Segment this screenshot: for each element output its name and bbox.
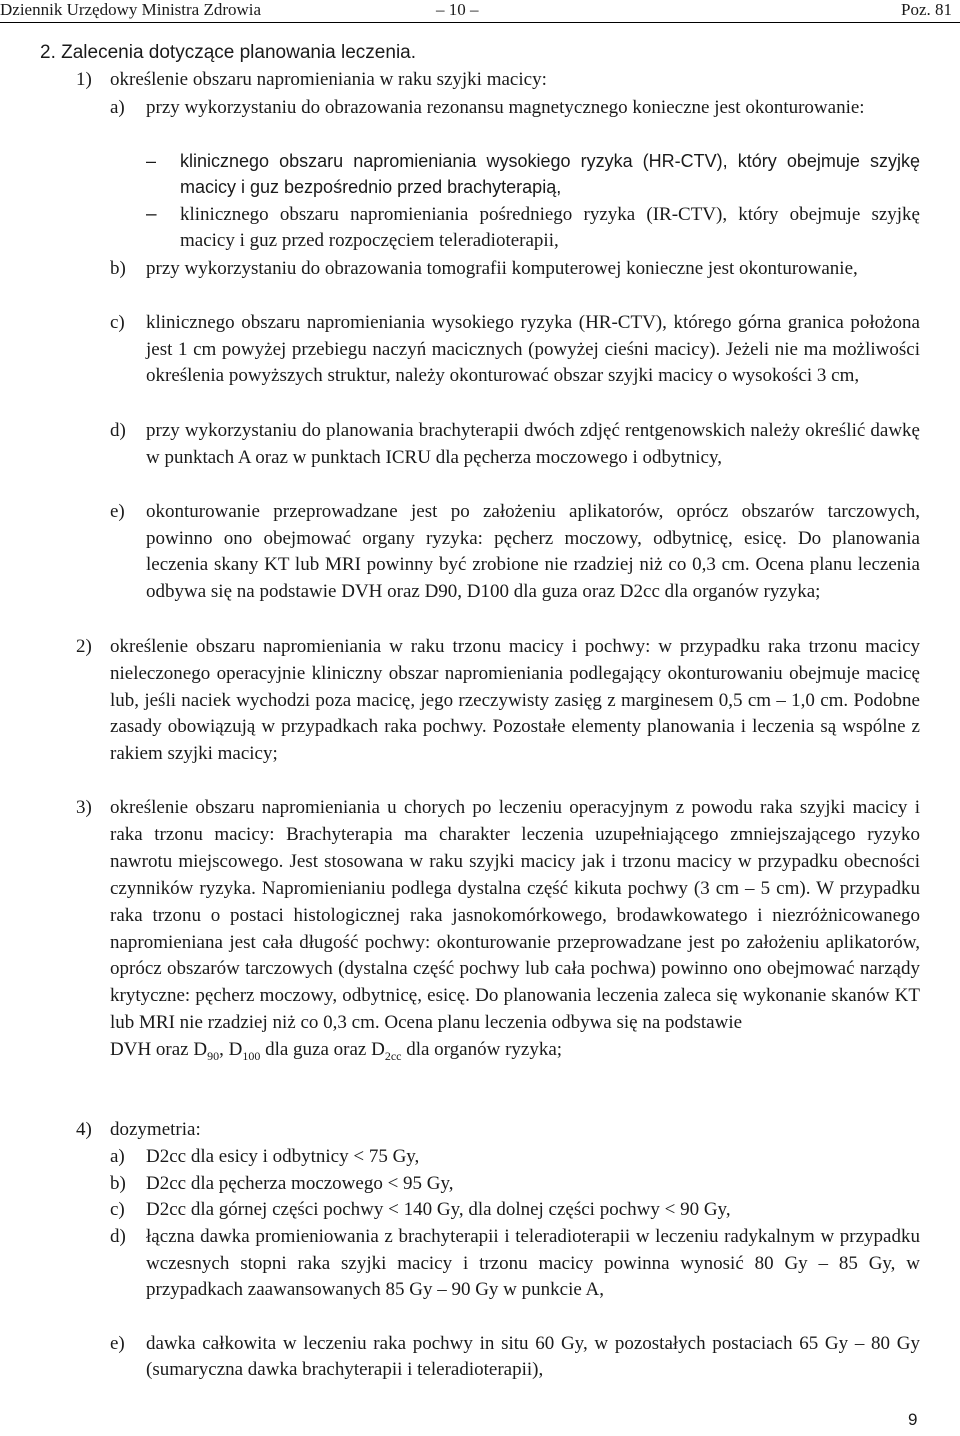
subscript-2cc: 2cc	[384, 1048, 402, 1063]
item-label: d)	[110, 1226, 126, 1247]
item-text: klinicznego obszaru napromieniania wysokiego ryzyka (HR-CTV), którego górna granica położona jest 1 cm powyżej przebiegu naczyń macicznych (powyżej cieśni macicy). Jeżeli nie ma możliwości określenia powyższych struktur, należy okonturować obszar szyjki macicy o wysokości 3 cm,	[146, 312, 920, 386]
item-label: d)	[110, 420, 126, 441]
item-text: łączna dawka promieniowania z brachyterapii i teleradioterapii w leczeniu radykalnym w przypadku wczesnych stopni raka szyjki macicy i trzonu macicy powinna wynosić 80 Gy – 85 Gy, w przypadkach zaawansowanych 85 Gy – 90 Gy w punkcie A,	[146, 1226, 920, 1300]
item-number: 2)	[76, 636, 92, 657]
dvh-text-a: DVH oraz D	[110, 1039, 208, 1061]
item-4c	[110, 1197, 920, 1223]
item-text: przy wykorzystaniu do planowania brachyterapii dwóch zdjęć rentgenowskich należy określić dawkę w punktach A oraz w punktach ICRU dla pęcherza moczowego i odbytnicy,	[146, 420, 920, 468]
item-text: dawka całkowita w leczeniu raka pochwy in situ 60 Gy, w pozostałych postaciach 65 Gy – 80 Gy (sumaryczna dawka brachyterapii i teleradioterapii),	[146, 1333, 920, 1380]
item-number: 4)	[76, 1119, 92, 1140]
item-text: D2cc dla pęcherza moczowego < 95 Gy,	[146, 1173, 454, 1194]
dash-marker: –	[146, 204, 157, 225]
dvh-text-c: dla guza oraz D	[260, 1039, 385, 1061]
item-4a	[110, 1144, 920, 1170]
item-label: c)	[110, 312, 125, 333]
item-number: 3)	[76, 797, 92, 818]
dvh-text-b: , D	[219, 1039, 243, 1061]
item-text	[110, 795, 920, 1070]
item-text: klinicznego obszaru napromieniania pośredniego ryzyka (IR-CTV), który obejmuje szyjkę macicy i guz przed rozpoczęciem teleradioterapii,	[180, 204, 920, 251]
item-text: określenie obszaru napromieniania w raku trzonu macicy i pochwy: w przypadku raka trzonu macicy nieleczonego operacyjnie kliniczny obszar napromieniania podlegający okonturowaniu obejmuje macicę lub, jeśli naciek wychodzi poza macicę, jego rzeczywisty zasięg z marginesem 0,5 cm – 1,0 cm. Podobne zasady obowiązują w przypadkach raka pochwy. Pozostałe elementy planowania i leczenia są wspólne z rakiem szyjki macicy;	[110, 636, 920, 765]
item-text: przy wykorzystaniu do obrazowania tomografii komputerowej konieczne jest okonturowanie,	[146, 258, 858, 279]
subscript-100: 100	[242, 1048, 261, 1063]
page-number: 9	[908, 1410, 918, 1429]
item-text: przy wykorzystaniu do obrazowania rezonansu magnetycznego konieczne jest okonturowanie:	[146, 97, 865, 118]
journal-title: Dziennik Urzędowy Ministra Zdrowia	[0, 0, 262, 19]
page-marker: – 10 –	[436, 0, 479, 19]
page-header	[0, 0, 960, 23]
item-label: c)	[110, 1199, 125, 1220]
item-4d	[110, 1224, 920, 1304]
item-text: klinicznego obszaru napromieniania wysokiego ryzyka (HR-CTV), który obejmuje szyjkę macicy i guz bezpośrednio przed brachyterapią,	[180, 151, 920, 197]
item-text: określenie obszaru napromieniania w raku szyjki macicy:	[110, 69, 547, 90]
item-4b	[110, 1171, 920, 1197]
item-1c	[110, 310, 920, 390]
item-4e	[110, 1331, 920, 1383]
position-number: Poz. 81	[901, 0, 952, 19]
item-4-intro	[76, 1117, 920, 1143]
item-label: a)	[110, 1146, 125, 1167]
dvh-text-d: dla organów ryzyka;	[401, 1039, 563, 1061]
item-1e	[110, 499, 920, 605]
item-1a	[110, 95, 920, 121]
item-text: okonturowanie przeprowadzane jest po założeniu aplikatorów, oprócz obszarów tarczowych, powinno ono obejmować organy ryzyka: pęcherz moczowy, odbytnicę, esicę. Do planowania leczenia skany KT lub MRI powinny być zrobione nie rzadziej niż co 0,3 cm. Ocena planu leczenia odbywa się na podstawie DVH oraz D90, D100 dla guza oraz D2cc dla organów ryzyka;	[146, 501, 920, 602]
item-1d	[110, 418, 920, 471]
item-1b	[110, 256, 920, 282]
item-2	[76, 634, 920, 768]
item-text-body: określenie obszaru napromieniania u chorych po leczeniu operacyjnym z powodu raka szyjki macicy i raka trzonu macicy: Brachyterapia ma charakter leczenia uzupełniającego zmniejszającego ryzyko nawrotu miejscowego. Jest stosowana w raku szyjki macicy jak i trzonu macicy w przypadku obecności czynników ryzyka. Napromienianiu podlega dystalna część kikuta pochwy (3 cm – 5 cm). W przypadku raka trzonu o postaci histologicznej raka jasnokomórkowego, brodawkowatego i niezróżnicowanego napromieniana jest cała długość pochwy: okonturowanie przeprowadzane jest po założeniu aplikatorów, oprócz obszarów tarczowych (dystalna część pochwy lub cała pochwa) powinno ono obejmować narządy krytyczne: pęcherz moczowy, odbytnicę, esicę. Do planowania leczenia zaleca się wykonanie skanów KT lub MRI nie rzadziej niż co 0,3 cm. Ocena planu leczenia odbywa się na podstawie	[110, 797, 920, 1034]
item-label: b)	[110, 1173, 126, 1194]
item-1-intro	[76, 67, 926, 93]
item-label: e)	[110, 501, 125, 522]
item-1a-dash-1	[146, 148, 920, 200]
section-title: 2. Zalecenia dotyczące planowania leczenia.	[40, 42, 417, 63]
item-text: D2cc dla górnej części pochwy < 140 Gy, dla dolnej części pochwy < 90 Gy,	[146, 1199, 731, 1220]
item-label: e)	[110, 1333, 125, 1354]
item-label: a)	[110, 97, 125, 118]
item-1a-dash-2	[146, 202, 920, 254]
item-text: dozymetria:	[110, 1119, 201, 1140]
item-3	[76, 795, 920, 1070]
subscript-90: 90	[207, 1048, 220, 1063]
dash-marker: –	[146, 151, 157, 171]
item-text: D2cc dla esicy i odbytnicy < 75 Gy,	[146, 1146, 420, 1167]
item-label: b)	[110, 258, 126, 279]
item-number: 1)	[76, 69, 92, 90]
